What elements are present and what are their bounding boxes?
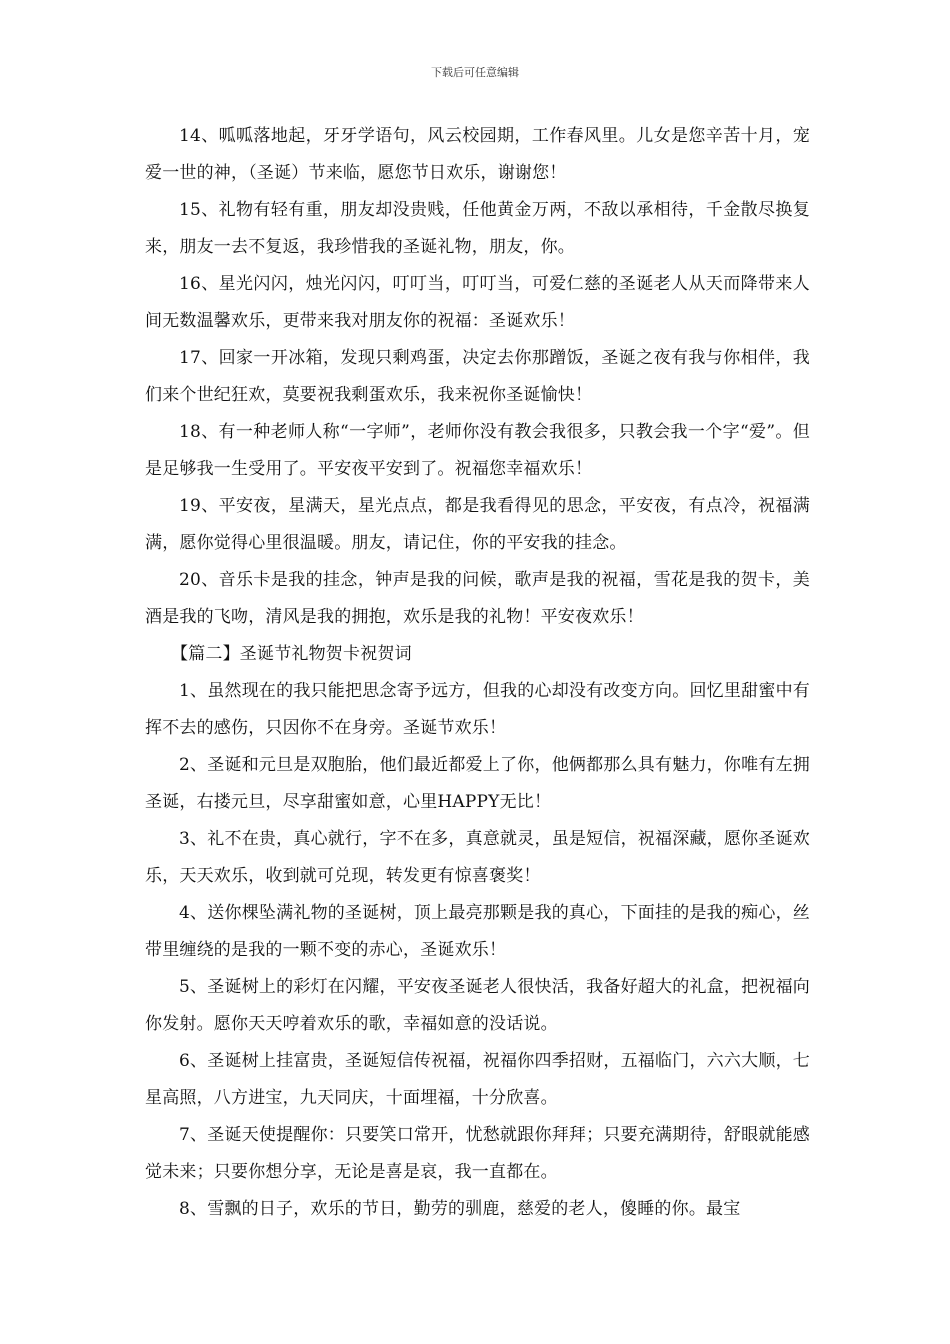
page-header: 下载后可任意编辑 [431,66,519,79]
section2-paragraph-4: 4、送你棵坠满礼物的圣诞树，顶上最亮那颗是我的真心，下面挂的是我的痴心，丝带里缠绕的是我的一颗不变的赤心，圣诞欢乐！ [145,903,810,960]
section2-paragraph-7: 7、圣诞天使提醒你：只要笑口常开，忧愁就跟你拜拜；只要充满期待，舒眼就能感觉未来；只要你想分享，无论是喜是哀，我一直都在。 [145,1125,810,1182]
document-body [145,118,810,1228]
section2-paragraph-1: 1、虽然现在的我只能把思念寄予远方，但我的心却没有改变方向。回忆里甜蜜中有挥不去的感伤，只因你不在身旁。圣诞节欢乐！ [145,681,810,738]
section2-paragraph-8: 8、雪飘的日子，欢乐的节日，勤劳的驯鹿，慈爱的老人，傻睡的你。最宝 [179,1199,741,1219]
paragraph-15: 15、礼物有轻有重，朋友却没贵贱，任他黄金万两，不敌以承相待，千金散尽换复来，朋友一去不复返，我珍惜我的圣诞礼物，朋友，你。 [145,200,810,257]
section-title: 【篇二】圣诞节礼物贺卡祝贺词 [171,644,412,664]
paragraph-20: 20、音乐卡是我的挂念，钟声是我的问候，歌声是我的祝福，雪花是我的贺卡，美酒是我的飞吻，清风是我的拥抱，欢乐是我的礼物！平安夜欢乐！ [145,570,810,627]
paragraph-17: 17、回家一开冰箱，发现只剩鸡蛋，决定去你那蹭饭，圣诞之夜有我与你相伴，我们来个世纪狂欢，莫要祝我剩蛋欢乐，我来祝你圣诞愉快！ [145,348,810,405]
paragraph-19: 19、平安夜，星满天，星光点点，都是我看得见的思念，平安夜，有点冷，祝福满满，愿你觉得心里很温暖。朋友，请记住，你的平安我的挂念。 [145,496,810,553]
paragraph-16: 16、星光闪闪，烛光闪闪，叮叮当，叮叮当，可爱仁慈的圣诞老人从天而降带来人间无数温馨欢乐，更带来我对朋友你的祝福：圣诞欢乐！ [145,274,810,331]
paragraph-18: 18、有一种老师人称“一字师”，老师你没有教会我很多，只教会我一个字“爱”。但是足够我一生受用了。平安夜平安到了。祝福您幸福欢乐！ [145,422,810,479]
section2-paragraph-2: 2、圣诞和元旦是双胞胎，他们最近都爱上了你，他俩都那么具有魅力，你唯有左拥圣诞，右搂元旦，尽享甜蜜如意，心里HAPPY无比！ [145,755,810,812]
section2-paragraph-3: 3、礼不在贵，真心就行，字不在多，真意就灵，虽是短信，祝福深藏，愿你圣诞欢乐，天天欢乐，收到就可兑现，转发更有惊喜褒奖！ [145,829,810,886]
section2-paragraph-5: 5、圣诞树上的彩灯在闪耀，平安夜圣诞老人很快活，我备好超大的礼盒，把祝福向你发射。愿你天天哼着欢乐的歌，幸福如意的没话说。 [145,977,810,1034]
paragraph-14: 14、呱呱落地起，牙牙学语句，风云校园期，工作春风里。儿女是您辛苦十月，宠爱一世的神，（圣诞）节来临，愿您节日欢乐，谢谢您！ [145,126,810,183]
section2-paragraph-6: 6、圣诞树上挂富贵，圣诞短信传祝福，祝福你四季招财，五福临门，六六大顺，七星高照，八方进宝，九天同庆，十面埋福，十分欣喜。 [145,1051,810,1108]
